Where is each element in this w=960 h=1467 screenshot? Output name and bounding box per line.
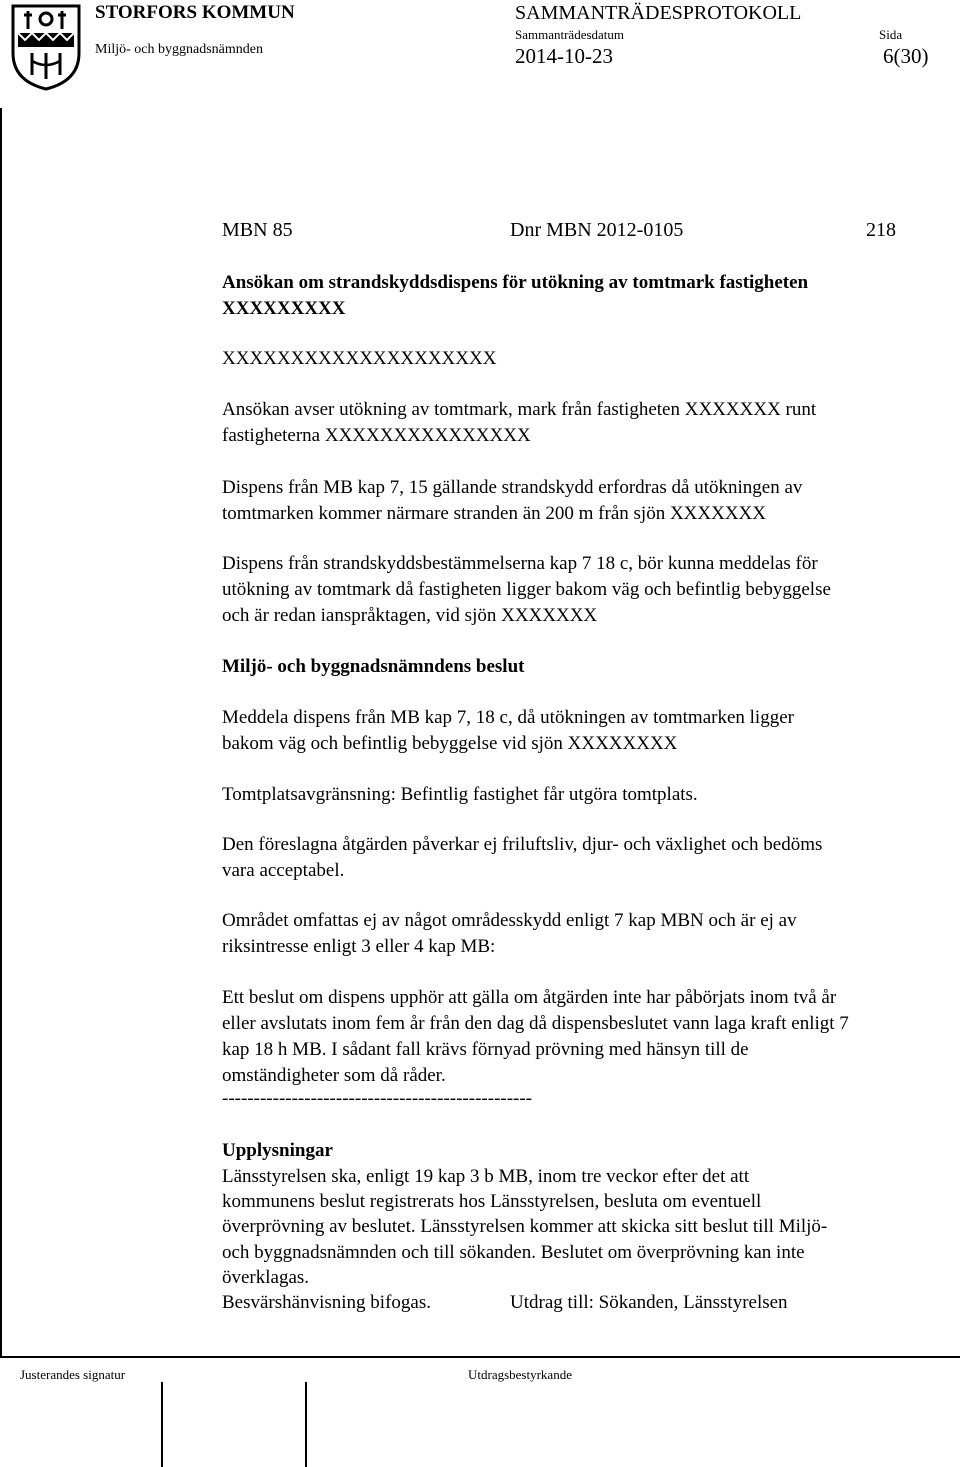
paragraph-8-line-3: kap 18 h MB. I sådant fall krävs förnyad prövning med hänsyn till de — [222, 1039, 749, 1060]
distribution-list: Utdrag till: Sökanden, Länsstyrelsen — [510, 1292, 788, 1313]
paragraph-8-line-4: omständigheter som då råder. — [222, 1065, 446, 1086]
paragraph-6-line-1: Den föreslagna åtgärden påverkar ej friluftsliv, djur- och växlighet och bedöms — [222, 834, 823, 855]
appeal-notice: Besvärshänvisning bifogas. — [222, 1292, 431, 1313]
separator-dashes: ------------------------------------------------- — [222, 1088, 533, 1109]
paragraph-1-line-2: fastigheterna XXXXXXXXXXXXXXX — [222, 425, 531, 446]
paragraph-9-line-1: Länsstyrelsen ska, enligt 19 kap 3 b MB, inom tre veckor efter det att — [222, 1166, 750, 1187]
extract-label: Utdragsbestyrkande — [468, 1367, 572, 1382]
case-id: MBN 85 — [222, 219, 293, 241]
paragraph-9-line-3: överprövning av beslutet. Länsstyrelsen kommer att skicka sitt beslut till Miljö- — [222, 1216, 828, 1237]
case-number: 218 — [866, 219, 896, 241]
page-label: Sida — [879, 27, 903, 42]
case-title-line-2: XXXXXXXXX — [222, 298, 346, 319]
paragraph-2-line-1: Dispens från MB kap 7, 15 gällande strandskydd erfordras då utökningen av — [222, 477, 803, 498]
page-number: 6(30) — [883, 44, 929, 68]
meeting-date: 2014-10-23 — [515, 44, 613, 68]
paragraph-8-line-1: Ett beslut om dispens upphör att gälla om åtgärden inte har påbörjats inom två år — [222, 987, 837, 1008]
case-title-line-1: Ansökan om strandskyddsdispens för utökning av tomtmark fastigheten — [222, 272, 809, 293]
coat-of-arms-icon — [10, 3, 82, 91]
org-name: STORFORS KOMMUN — [95, 2, 295, 23]
paragraph-3-line-3: och är redan ianspråktagen, vid sjön XXXXXXX — [222, 605, 598, 626]
paragraph-2-line-2: tomtmarken kommer närmare stranden än 200 m från sjön XXXXXXX — [222, 503, 766, 524]
paragraph-4-line-2: bakom väg och befintlig bebyggelse vid sjön XXXXXXXX — [222, 733, 678, 754]
paragraph-7-line-1: Området omfattas ej av något områdesskydd enligt 7 kap MBN och är ej av — [222, 910, 797, 931]
information-heading: Upplysningar — [222, 1140, 333, 1161]
date-label: Sammanträdesdatum — [515, 27, 625, 42]
signature-box-divider-2 — [305, 1382, 307, 1467]
paragraph-5: Tomtplatsavgränsning: Befintlig fastighet får utgöra tomtplats. — [222, 784, 698, 805]
doc-type: SAMMANTRÄDESPROTOKOLL — [515, 2, 802, 24]
signature-label: Justerandes signatur — [20, 1367, 126, 1382]
paragraph-9-line-2: kommunens beslut registrerats hos Länsstyrelsen, besluta om eventuell — [222, 1191, 762, 1212]
signature-box-divider-1 — [161, 1382, 163, 1467]
left-border-line — [0, 108, 2, 1358]
paragraph-3-line-2: utökning av tomtmark då fastigheten ligger bakom väg och befintlig bebyggelse — [222, 579, 831, 600]
paragraph-4-line-1: Meddela dispens från MB kap 7, 18 c, då utökningen av tomtmarken ligger — [222, 707, 794, 728]
paragraph-9-line-5: överklagas. — [222, 1267, 310, 1288]
paragraph-1-line-1: Ansökan avser utökning av tomtmark, mark från fastigheten XXXXXXX runt — [222, 399, 817, 420]
board-name: Miljö- och byggnadsnämnden — [95, 42, 263, 57]
paragraph-7-line-2: riksintresse enligt 3 eller 4 kap MB: — [222, 936, 496, 957]
case-dnr: Dnr MBN 2012-0105 — [510, 219, 684, 241]
paragraph-3-line-1: Dispens från strandskyddsbestämmelserna kap 7 18 c, bör kunna meddelas för — [222, 553, 818, 574]
paragraph-6-line-2: vara acceptabel. — [222, 860, 345, 881]
property-line: XXXXXXXXXXXXXXXXXXXX — [222, 348, 497, 369]
paragraph-9-line-4: och byggnadsnämnden och till sökanden. Beslutet om överprövning kan inte — [222, 1242, 805, 1263]
footer-top-line — [0, 1356, 960, 1358]
decision-heading: Miljö- och byggnadsnämndens beslut — [222, 656, 525, 677]
paragraph-8-line-2: eller avslutats inom fem år från den dag då dispensbeslutet vann laga kraft enligt 7 — [222, 1013, 849, 1034]
